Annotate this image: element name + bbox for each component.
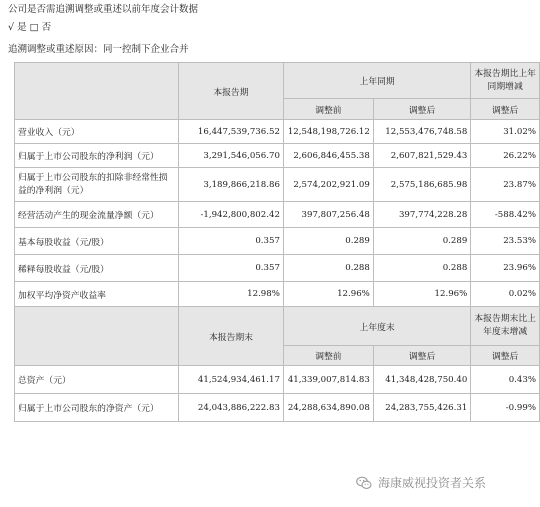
header-blank-cell xyxy=(15,63,179,120)
value-after: 41,348,428,750.40 xyxy=(373,366,470,394)
row-label: 经营活动产生的现金流量净额（元） xyxy=(15,202,179,228)
value-before: 397,807,256.48 xyxy=(283,202,373,228)
value-after: 12.96% xyxy=(373,282,470,307)
value-change: 23.96% xyxy=(471,255,540,282)
value-change: 26.22% xyxy=(471,144,540,168)
table-row xyxy=(15,255,540,282)
restatement-answer: √ 是 □ 否 xyxy=(8,22,52,33)
row-label: 加权平均净资产收益率 xyxy=(15,282,179,307)
value-after: 397,774,228.28 xyxy=(373,202,470,228)
value-before: 12,548,198,726.12 xyxy=(283,120,373,144)
value-before: 2,606,846,455.38 xyxy=(283,144,373,168)
row-label: 基本每股收益（元/股） xyxy=(15,228,179,255)
sub-before-adjustment: 调整前 xyxy=(283,346,373,366)
col-period-end: 本报告期末 xyxy=(178,307,283,366)
value-change: -0.99% xyxy=(471,394,540,422)
value-change: 0.43% xyxy=(471,366,540,394)
value-before: 24,288,634,890.08 xyxy=(283,394,373,422)
row-label: 归属于上市公司股东的净资产（元） xyxy=(15,394,179,422)
value-before: 41,339,007,814.83 xyxy=(283,366,373,394)
header-blank-cell xyxy=(15,307,179,366)
value-change: 0.02% xyxy=(471,282,540,307)
value-change: 23.53% xyxy=(471,228,540,255)
value-before: 12.96% xyxy=(283,282,373,307)
row-label: 总资产（元） xyxy=(15,366,179,394)
table2-header-row xyxy=(15,307,540,346)
col-current-period: 本报告期 xyxy=(178,63,283,120)
table1-header-row xyxy=(15,63,540,99)
value-before: 0.289 xyxy=(283,228,373,255)
value-current: 16,447,539,736.52 xyxy=(178,120,283,144)
table-row xyxy=(15,144,540,168)
table-row xyxy=(15,228,540,255)
value-change: 23.87% xyxy=(471,168,540,202)
value-current: 41,524,934,461.17 xyxy=(178,366,283,394)
value-before: 0.288 xyxy=(283,255,373,282)
table-row xyxy=(15,168,540,202)
wechat-icon xyxy=(356,476,372,490)
value-after: 0.288 xyxy=(373,255,470,282)
value-after: 2,607,821,529.43 xyxy=(373,144,470,168)
value-before: 2,574,202,921.09 xyxy=(283,168,373,202)
col-period-end-change: 本报告期末比上年度末增减 xyxy=(471,307,540,346)
value-change: 31.02% xyxy=(471,120,540,144)
value-after: 24,283,755,426.31 xyxy=(373,394,470,422)
table-row xyxy=(15,366,540,394)
value-change: -588.42% xyxy=(471,202,540,228)
value-current: 0.357 xyxy=(178,255,283,282)
value-current: 0.357 xyxy=(178,228,283,255)
financial-data-table xyxy=(14,62,540,422)
sub-change-after-adjustment: 调整后 xyxy=(471,346,540,366)
value-after: 2,575,186,685.98 xyxy=(373,168,470,202)
table-row xyxy=(15,394,540,422)
watermark-text: 海康威视投资者关系 xyxy=(378,476,487,490)
value-current: 3,189,866,218.86 xyxy=(178,168,283,202)
restatement-reason: 追溯调整或重述原因：同一控制下企业合并 xyxy=(8,44,189,55)
value-after: 0.289 xyxy=(373,228,470,255)
value-current: 3,291,546,056.70 xyxy=(178,144,283,168)
sub-after-adjustment: 调整后 xyxy=(373,99,470,120)
wechat-watermark xyxy=(356,474,486,491)
row-label: 归属于上市公司股东的扣除非经常性损益的净利润（元） xyxy=(15,168,179,202)
value-current: 12.98% xyxy=(178,282,283,307)
table-row xyxy=(15,202,540,228)
col-last-year-end: 上年度末 xyxy=(283,307,470,346)
value-current: -1,942,800,802.42 xyxy=(178,202,283,228)
table-row xyxy=(15,282,540,307)
value-current: 24,043,886,222.83 xyxy=(178,394,283,422)
row-label: 归属于上市公司股东的净利润（元） xyxy=(15,144,179,168)
sub-change-after-adjustment: 调整后 xyxy=(471,99,540,120)
row-label: 营业收入（元） xyxy=(15,120,179,144)
sub-after-adjustment: 调整后 xyxy=(373,346,470,366)
col-yoy-change: 本报告期比上年同期增减 xyxy=(471,63,540,99)
table-row xyxy=(15,120,540,144)
col-last-year-period: 上年同期 xyxy=(283,63,470,99)
sub-before-adjustment: 调整前 xyxy=(283,99,373,120)
row-label: 稀释每股收益（元/股） xyxy=(15,255,179,282)
value-after: 12,553,476,748.58 xyxy=(373,120,470,144)
restatement-question: 公司是否需追溯调整或重述以前年度会计数据 xyxy=(8,4,199,15)
